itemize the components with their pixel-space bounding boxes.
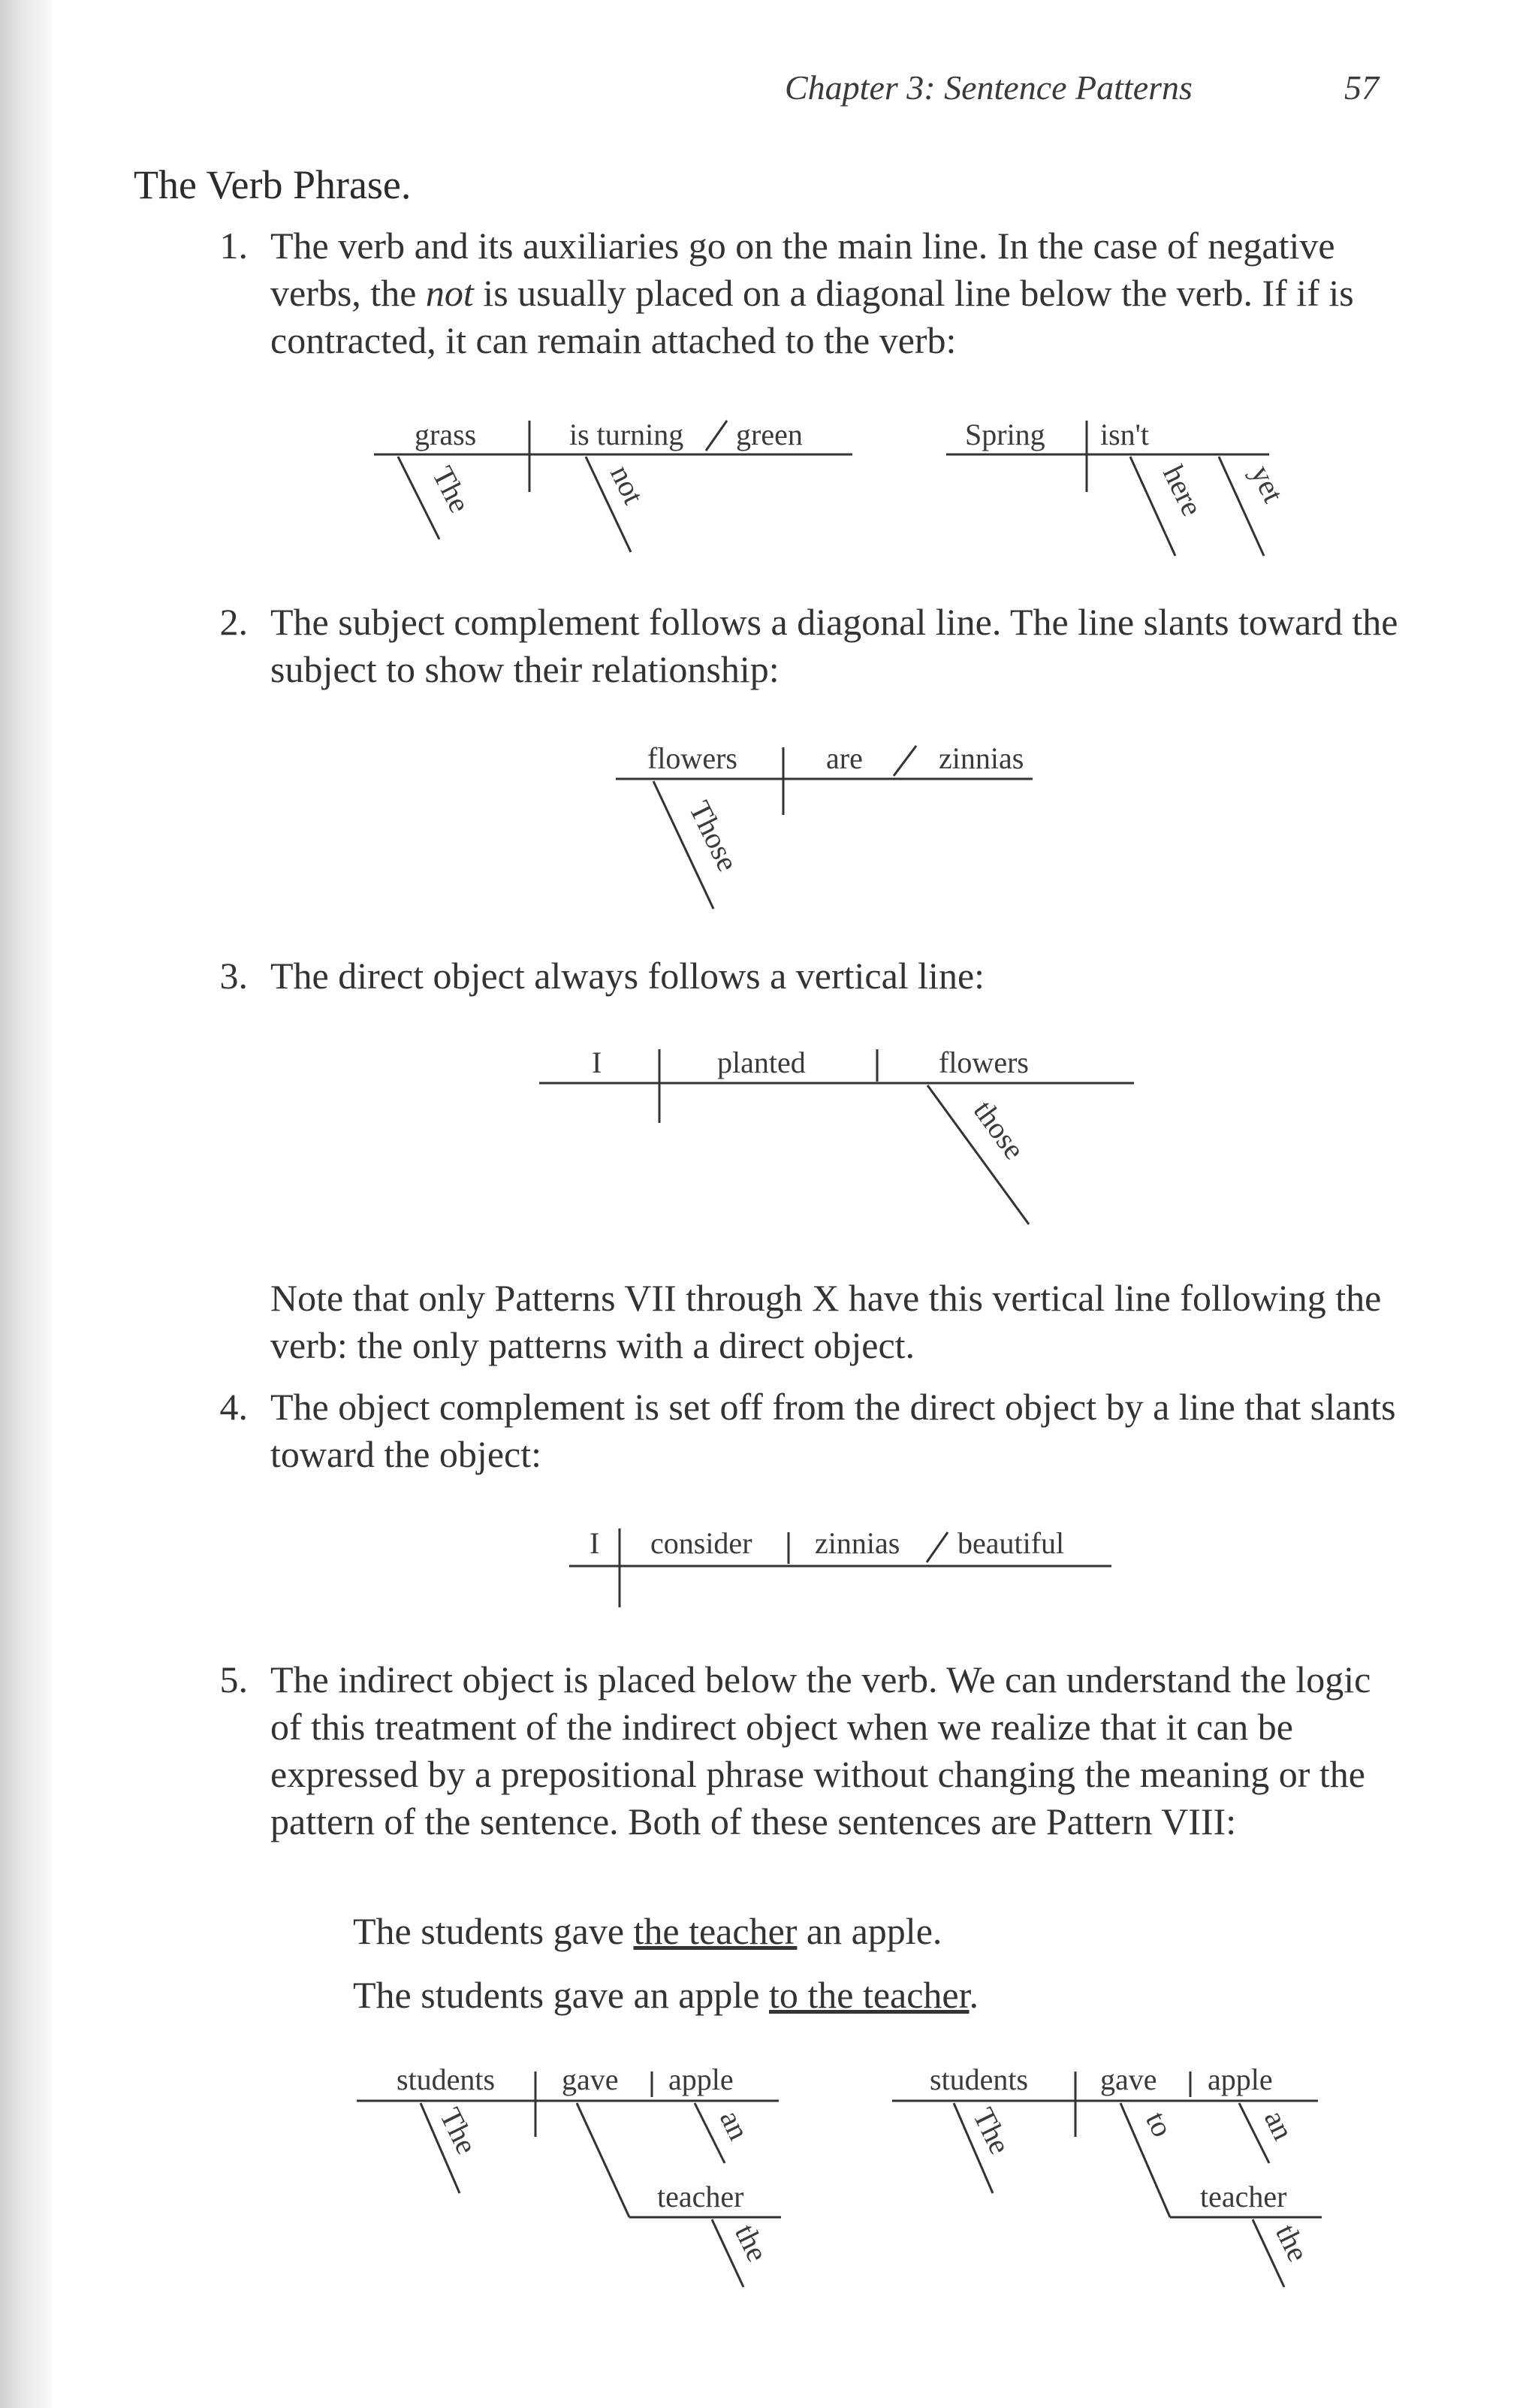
diagram-word-indirect-object: teacher [657,2180,744,2213]
item-number: 1. [219,225,248,267]
diagram-word-verb: planted [717,1046,806,1079]
diagram-word-subject: grass [415,418,477,451]
diagram-word-modifier: an [713,2105,756,2145]
diagram-word-subject: I [592,1046,602,1079]
diagram-word-modifier: the [1268,2219,1316,2267]
diagram-word-modifier: the [728,2219,775,2267]
diagram-word-modifier: here [1156,460,1210,521]
section-title: The Verb Phrase. [134,162,412,207]
diagram-word-subject: students [397,2062,496,2096]
diagram-word-complement: green [736,418,803,451]
diagram-word-verb: isn't [1100,418,1149,451]
diagram-word-preposition: to [1138,2106,1181,2142]
running-header: Chapter 3: Sentence Patterns [785,68,1193,107]
item-text: The indirect object is placed below the verb. We can understand the logic of this treatment of the indirect object when we realize that it can be expressed by a prepositional phrase without changing the meaning or the pattern of the sentence. Both of these sentences are Pattern VIII: [270,1658,1371,1842]
diagram-word-verb: gave [1100,2062,1157,2096]
page-number: 57 [1344,68,1379,107]
diagram-word-subject: students [930,2062,1029,2096]
diagram-i-consider-zinnias-beautiful [569,1526,1111,1607]
underlined-phrase: the teacher [633,1910,798,1952]
italic-word: not [425,272,474,314]
item-text: The direct object always follows a vertical line: [270,955,985,997]
diagram-word-verb: gave [562,2062,619,2096]
diagram-word-indirect-object: teacher [1200,2180,1287,2213]
diagram-word-subject: Spring [965,418,1045,451]
diagram-word-subject: flowers [647,741,737,775]
diagram-word-complement: beautiful [957,1526,1065,1560]
item-number: 2. [219,601,248,643]
diagram-word-modifier: yet [1244,460,1291,508]
diagram-word-verb: is turning [569,418,684,451]
example-sentence-1: The students gave the teacher an apple. [353,1910,942,1952]
diagram-word-modifier: The [433,2102,484,2159]
diagram-word-complement: zinnias [939,741,1024,775]
diagram-word-modifier: those [967,1094,1032,1166]
note-paragraph: Note that only Patterns VII through X have this vertical line following the verb: the only patterns with a direct object. [270,1277,1382,1366]
item-text: The object complement is set off from the direct object by a line that slants toward the object: [270,1386,1396,1475]
item-text: The subject complement follows a diagonal line. The line slants toward the subject to show their relationship: [270,601,1398,690]
item-number: 3. [219,955,248,997]
diagram-word-modifier: The [966,2102,1018,2159]
diagram-word-object: apple [668,2062,734,2096]
diagram-word-object: zinnias [815,1526,900,1560]
diagram-word-modifier: Those [682,795,746,877]
item-number: 4. [219,1386,248,1428]
diagram-i-planted-those-flowers [539,1046,1134,1224]
diagram-word-verb: are [826,741,863,775]
item-text: The verb and its auxiliaries go on the main line. In the case of negative verbs, the not is usually placed on a diagonal line below the verb. If if is contracted, it can remain attached to the verb: [270,225,1354,361]
item-number: 5. [219,1658,248,1700]
example-sentence-2: The students gave an apple to the teacher. [353,1974,979,2016]
diagram-students-gave-teacher-apple [357,2062,781,2287]
diagram-word-verb: consider [650,1526,752,1560]
underlined-phrase: to the teacher [768,1974,970,2016]
diagram-those-flowers-are-zinnias [616,741,1033,909]
diagram-word-modifier: The [425,460,478,518]
diagram-word-modifier: not [603,460,651,509]
diagram-students-gave-apple-to-teacher [892,2062,1322,2287]
diagram-grass-is-turning-green [374,418,852,552]
diagram-word-object: apple [1208,2062,1273,2096]
diagram-word-modifier: an [1257,2105,1301,2145]
diagram-word-object: flowers [939,1046,1029,1079]
diagram-word-subject: I [590,1526,600,1560]
diagram-spring-isnt-here-yet [946,418,1291,556]
